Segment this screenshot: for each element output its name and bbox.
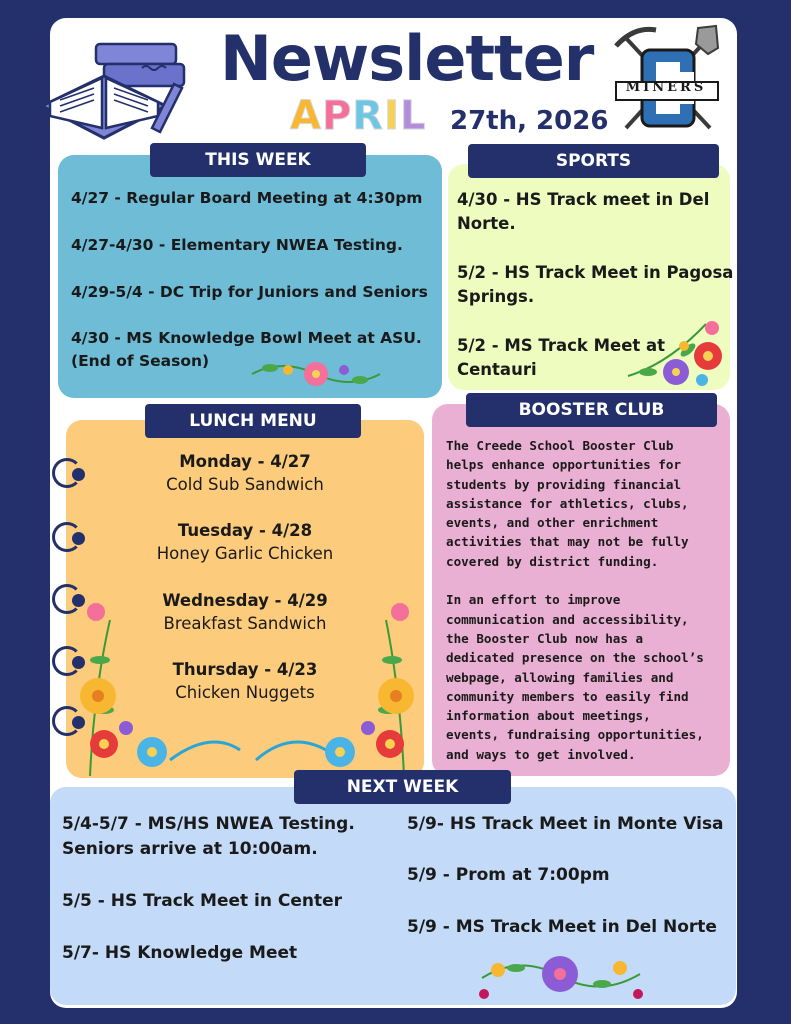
flower-decoration-icon [248,354,384,390]
list-item: Springs. [457,287,535,306]
list-item: 5/9 - MS Track Meet in Del Norte [407,917,717,937]
booster-heading: BOOSTER CLUB [466,393,717,427]
list-item: 5/2 - HS Track Meet in Pagosa [457,263,734,282]
list-item: 4/27-4/30 - Elementary NWEA Testing. [71,236,403,254]
logo-text: MINERS [625,80,707,95]
list-item: 5/7- HS Knowledge Meet [62,943,298,963]
list-item: 4/27 - Regular Board Meeting at 4:30pm [71,189,423,207]
binder-ring-icon [72,532,85,545]
sports-heading: SPORTS [468,144,719,178]
month-letter: I [384,93,400,139]
book-icon [34,36,192,146]
lunch-meal: Cold Sub Sandwich [166,475,324,494]
list-item: (End of Season) [71,352,210,370]
flower-decoration-icon [70,600,424,776]
list-item: 5/9 - Prom at 7:00pm [407,865,610,885]
list-item: 4/29-5/4 - DC Trip for Juniors and Seniors [71,283,428,301]
month-letter: A [290,93,322,139]
booster-description: The Creede School Booster Club helps enhance opportunities for students by providing financial assistance for athletics, clubs, events, and other enrichment activities that may not be fully covered by district funding. In an effort to improve communication and accessibility, the Booster Club now has a dedicated presence on the school’s webpage, allowing families and community members to easily find information about meetings, events, fundraising opportunities, and ways to get involved. [446,438,704,762]
list-item: Norte. [457,214,516,233]
newsletter-title: Newsletter [220,22,594,95]
list-item: 5/2 - MS Track Meet at [457,336,666,355]
month-letter: P [321,93,353,139]
lunch-meal: Breakfast Sandwich [163,614,327,633]
lunch-day: Monday - 4/27 [179,452,311,471]
lunch-day: Wednesday - 4/29 [162,591,328,610]
lunch-heading: LUNCH MENU [145,404,361,438]
next-week-heading: NEXT WEEK [294,770,511,804]
month-letter: L [400,93,427,139]
flower-decoration-icon [476,948,646,1004]
list-item: 4/30 - HS Track meet in Del [457,190,710,209]
this-week-heading: THIS WEEK [150,143,366,177]
list-item: Centauri [457,360,537,379]
month-letter: R [352,93,385,139]
lunch-meal: Chicken Nuggets [175,683,315,702]
flower-decoration-icon [618,304,728,390]
list-item: 5/5 - HS Track Meet in Center [62,891,343,911]
lunch-day: Thursday - 4/23 [172,660,318,679]
list-item: 4/30 - MS Knowledge Bowl Meet at ASU. [71,329,422,347]
lunch-meal: Honey Garlic Chicken [156,544,334,563]
binder-ring-icon [72,468,85,481]
list-item: Seniors arrive at 10:00am. [62,839,318,859]
month-label [290,93,427,139]
list-item: 5/4-5/7 - MS/HS NWEA Testing. [62,814,355,834]
list-item: 5/9- HS Track Meet in Monte Visa [407,814,724,834]
newsletter-date: 27th, 2026 [450,106,609,136]
lunch-day: Tuesday - 4/28 [177,521,313,540]
